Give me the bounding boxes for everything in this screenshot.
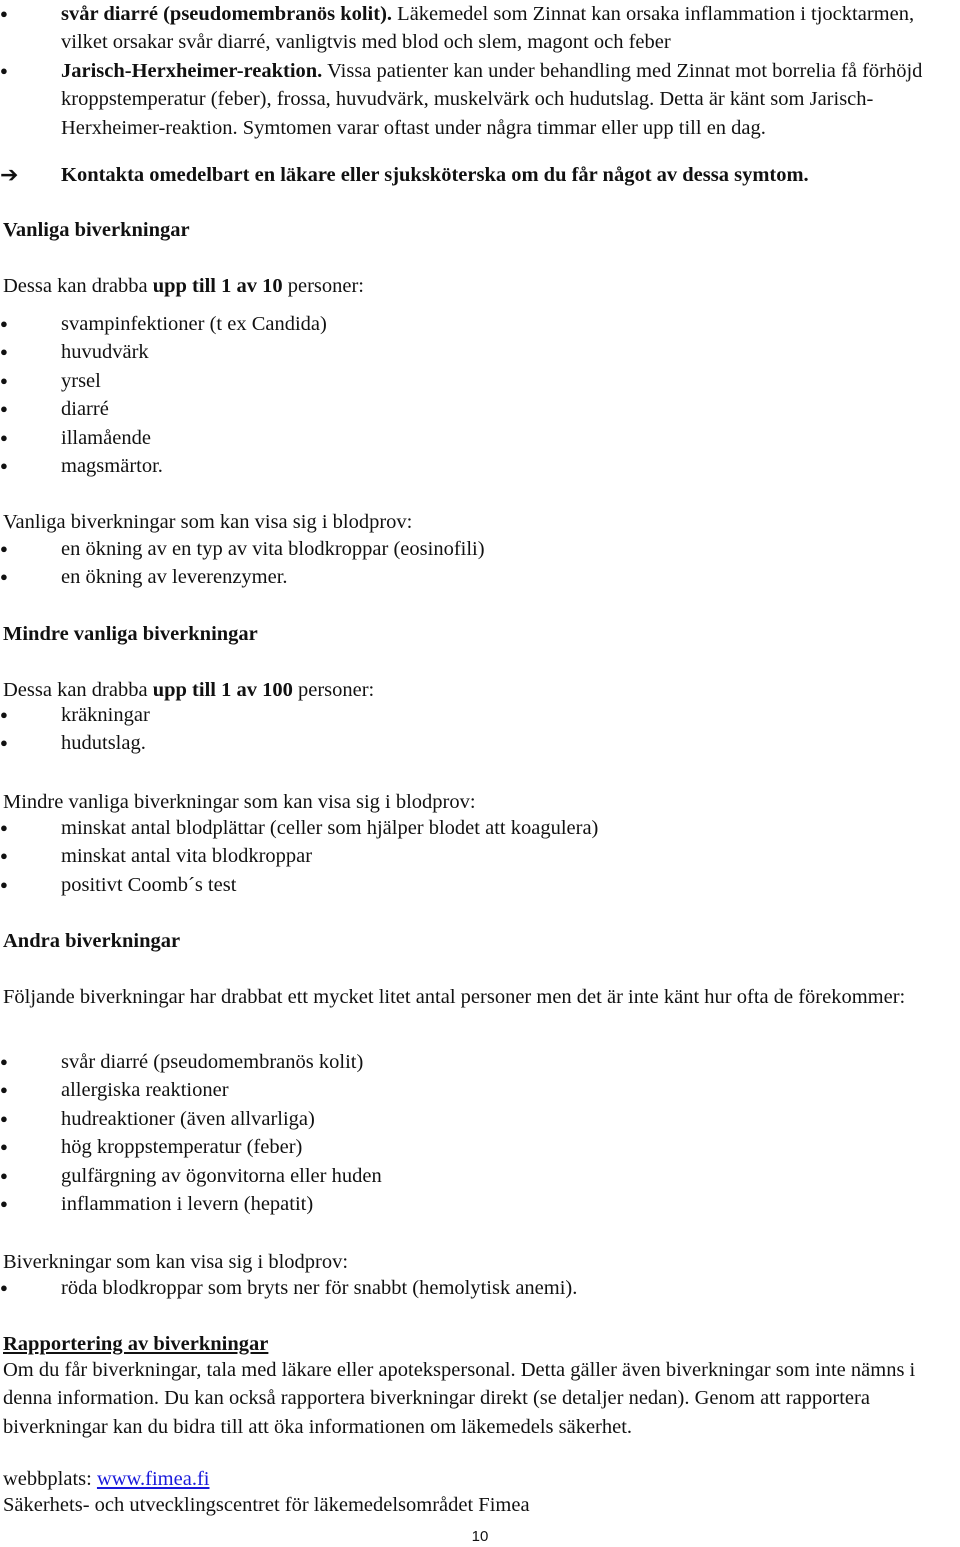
- other-intro: Följande biverkningar har drabbat ett mycket litet antal personer men det är inte känt hur ofta de förekommer:: [3, 986, 906, 1008]
- section-heading-other: Andra biverkningar: [3, 930, 181, 952]
- bullet-icon: ●: [0, 541, 8, 556]
- bullet-icon: ●: [0, 735, 8, 751]
- section-heading-uncommon: Mindre vanliga biverkningar: [3, 623, 258, 645]
- bullet-icon: ●: [0, 1167, 8, 1183]
- intro-item-term: Jarisch-Herxheimer-reaktion.: [61, 59, 323, 82]
- fimea-link[interactable]: www.fimea.fi: [96, 1468, 210, 1490]
- frequency-suffix: personer:: [292, 679, 375, 701]
- list-item-text: svår diarré (pseudomembranös kolit): [61, 1051, 364, 1073]
- list-item-text: minskat antal vita blodkroppar: [61, 845, 313, 868]
- list-item-text: gulfärgning av ögonvitorna eller huden: [61, 1164, 382, 1187]
- list-item-text: yrsel: [61, 369, 101, 392]
- frequency-prefix: Dessa kan drabba: [3, 679, 153, 701]
- blood-intro-uncommon: Mindre vanliga biverkningar som kan visa sig i blodprov:: [3, 791, 476, 813]
- bullet-icon: ●: [0, 429, 8, 445]
- list-item-text: svampinfektioner (t ex Candida): [61, 313, 327, 335]
- list-item-text: magsmärtor.: [61, 455, 163, 477]
- bullet-icon: ●: [0, 372, 8, 388]
- intro-item-term: svår diarré (pseudomembranös kolit).: [61, 3, 393, 25]
- bullet-icon: ●: [0, 1139, 8, 1155]
- list-item-text: allergiska reaktioner: [61, 1079, 229, 1102]
- section-heading-common: Vanliga biverkningar: [3, 219, 190, 241]
- organization-name: Säkerhets- och utvecklingscentret för läkemedelsområdet Fimea: [3, 1494, 530, 1516]
- bullet-icon: ●: [0, 401, 8, 417]
- frequency-value: upp till 1 av 10: [152, 275, 283, 297]
- bullet-icon: ●: [0, 344, 8, 360]
- intro-item-text: Vissa patienter kan under behandling med Zinnat mot borrelia få förhöjd kroppstemperatur (feber), frossa, huvudvärk, muskelvärk och hudutslag. Detta är känt som Jarisch-Herxheimer-reaktion. Symtomen varar oftast under några timmar eller upp till en dag.: [61, 59, 923, 139]
- warning-text: Kontakta omedelbart en läkare eller sjuksköterska om du får något av dessa symtom.: [61, 164, 809, 186]
- bullet-icon: ●: [0, 1196, 8, 1211]
- list-item-text: [61, 161, 956, 189]
- list-item-text: röda blodkroppar som bryts ner för snabbt (hemolytisk anemi).: [61, 1277, 578, 1299]
- bullet-icon: ●: [0, 1054, 8, 1069]
- bullet-icon: ●: [0, 848, 8, 864]
- blood-intro-common: Vanliga biverkningar som kan visa sig i blodprov:: [3, 511, 413, 533]
- list-item-text: kräkningar: [61, 704, 150, 726]
- list-item-text: inflammation i levern (hepatit): [61, 1193, 314, 1215]
- bullet-icon: ●: [0, 458, 8, 473]
- blood-intro-other: Biverkningar som kan visa sig i blodprov:: [3, 1251, 349, 1273]
- section-heading-reporting: Rapportering av biverkningar: [3, 1333, 269, 1355]
- bullet-icon: ●: [0, 62, 8, 78]
- frequency-common: [3, 272, 364, 300]
- list-item-text: hudutslag.: [61, 732, 146, 755]
- list-item-text: hög kroppstemperatur (feber): [61, 1136, 303, 1159]
- list-item-text: diarré: [61, 398, 109, 421]
- reporting-text: Om du får biverkningar, tala med läkare eller apotekspersonal. Detta gäller även biverkningar som inte nämns i denna information. Du kan också rapportera biverkningar direkt (se detaljer nedan). Genom att rapportera biverkningar kan du bidra till att öka informationen om läkemedels säkerhet.: [3, 1359, 916, 1438]
- bullet-icon: ●: [0, 569, 8, 585]
- frequency-suffix: personer:: [282, 275, 364, 297]
- bullet-icon: ●: [0, 1082, 8, 1098]
- list-item-text: [61, 57, 956, 142]
- frequency-value: upp till 1 av 100: [152, 679, 293, 701]
- list-item-text: [61, 0, 956, 57]
- bullet-icon: ●: [0, 316, 8, 331]
- web-label: webbplats:: [3, 1468, 97, 1490]
- bullet-icon: ●: [0, 876, 8, 892]
- bullet-icon: ●: [0, 1280, 8, 1295]
- list-item-text: positivt Coomb´s test: [61, 873, 237, 896]
- intro-item-text: Läkemedel som Zinnat kan orsaka inflammation i tjocktarmen, vilket orsakar svår diarré, vanligtvis med blod och slem, magont och feber: [61, 3, 915, 54]
- bullet-icon: ●: [0, 6, 8, 21]
- page-number: 10: [471, 1528, 489, 1545]
- frequency-prefix: Dessa kan drabba: [3, 275, 153, 297]
- web-line: [3, 1465, 209, 1493]
- list-item-text: en ökning av en typ av vita blodkroppar (eosinofili): [61, 538, 485, 560]
- list-item-text: minskat antal blodplättar (celler som hjälper blodet att koagulera): [61, 817, 599, 839]
- list-item-text: illamående: [61, 426, 151, 449]
- list-item-text: en ökning av leverenzymer.: [61, 566, 288, 589]
- bullet-icon: ●: [0, 1110, 8, 1126]
- list-item-text: hudreaktioner (även allvarliga): [61, 1107, 315, 1130]
- arrow-right-icon: ➔: [0, 162, 19, 187]
- bullet-icon: ●: [0, 707, 8, 722]
- list-item-text: huvudvärk: [61, 341, 149, 364]
- bullet-icon: ●: [0, 820, 8, 835]
